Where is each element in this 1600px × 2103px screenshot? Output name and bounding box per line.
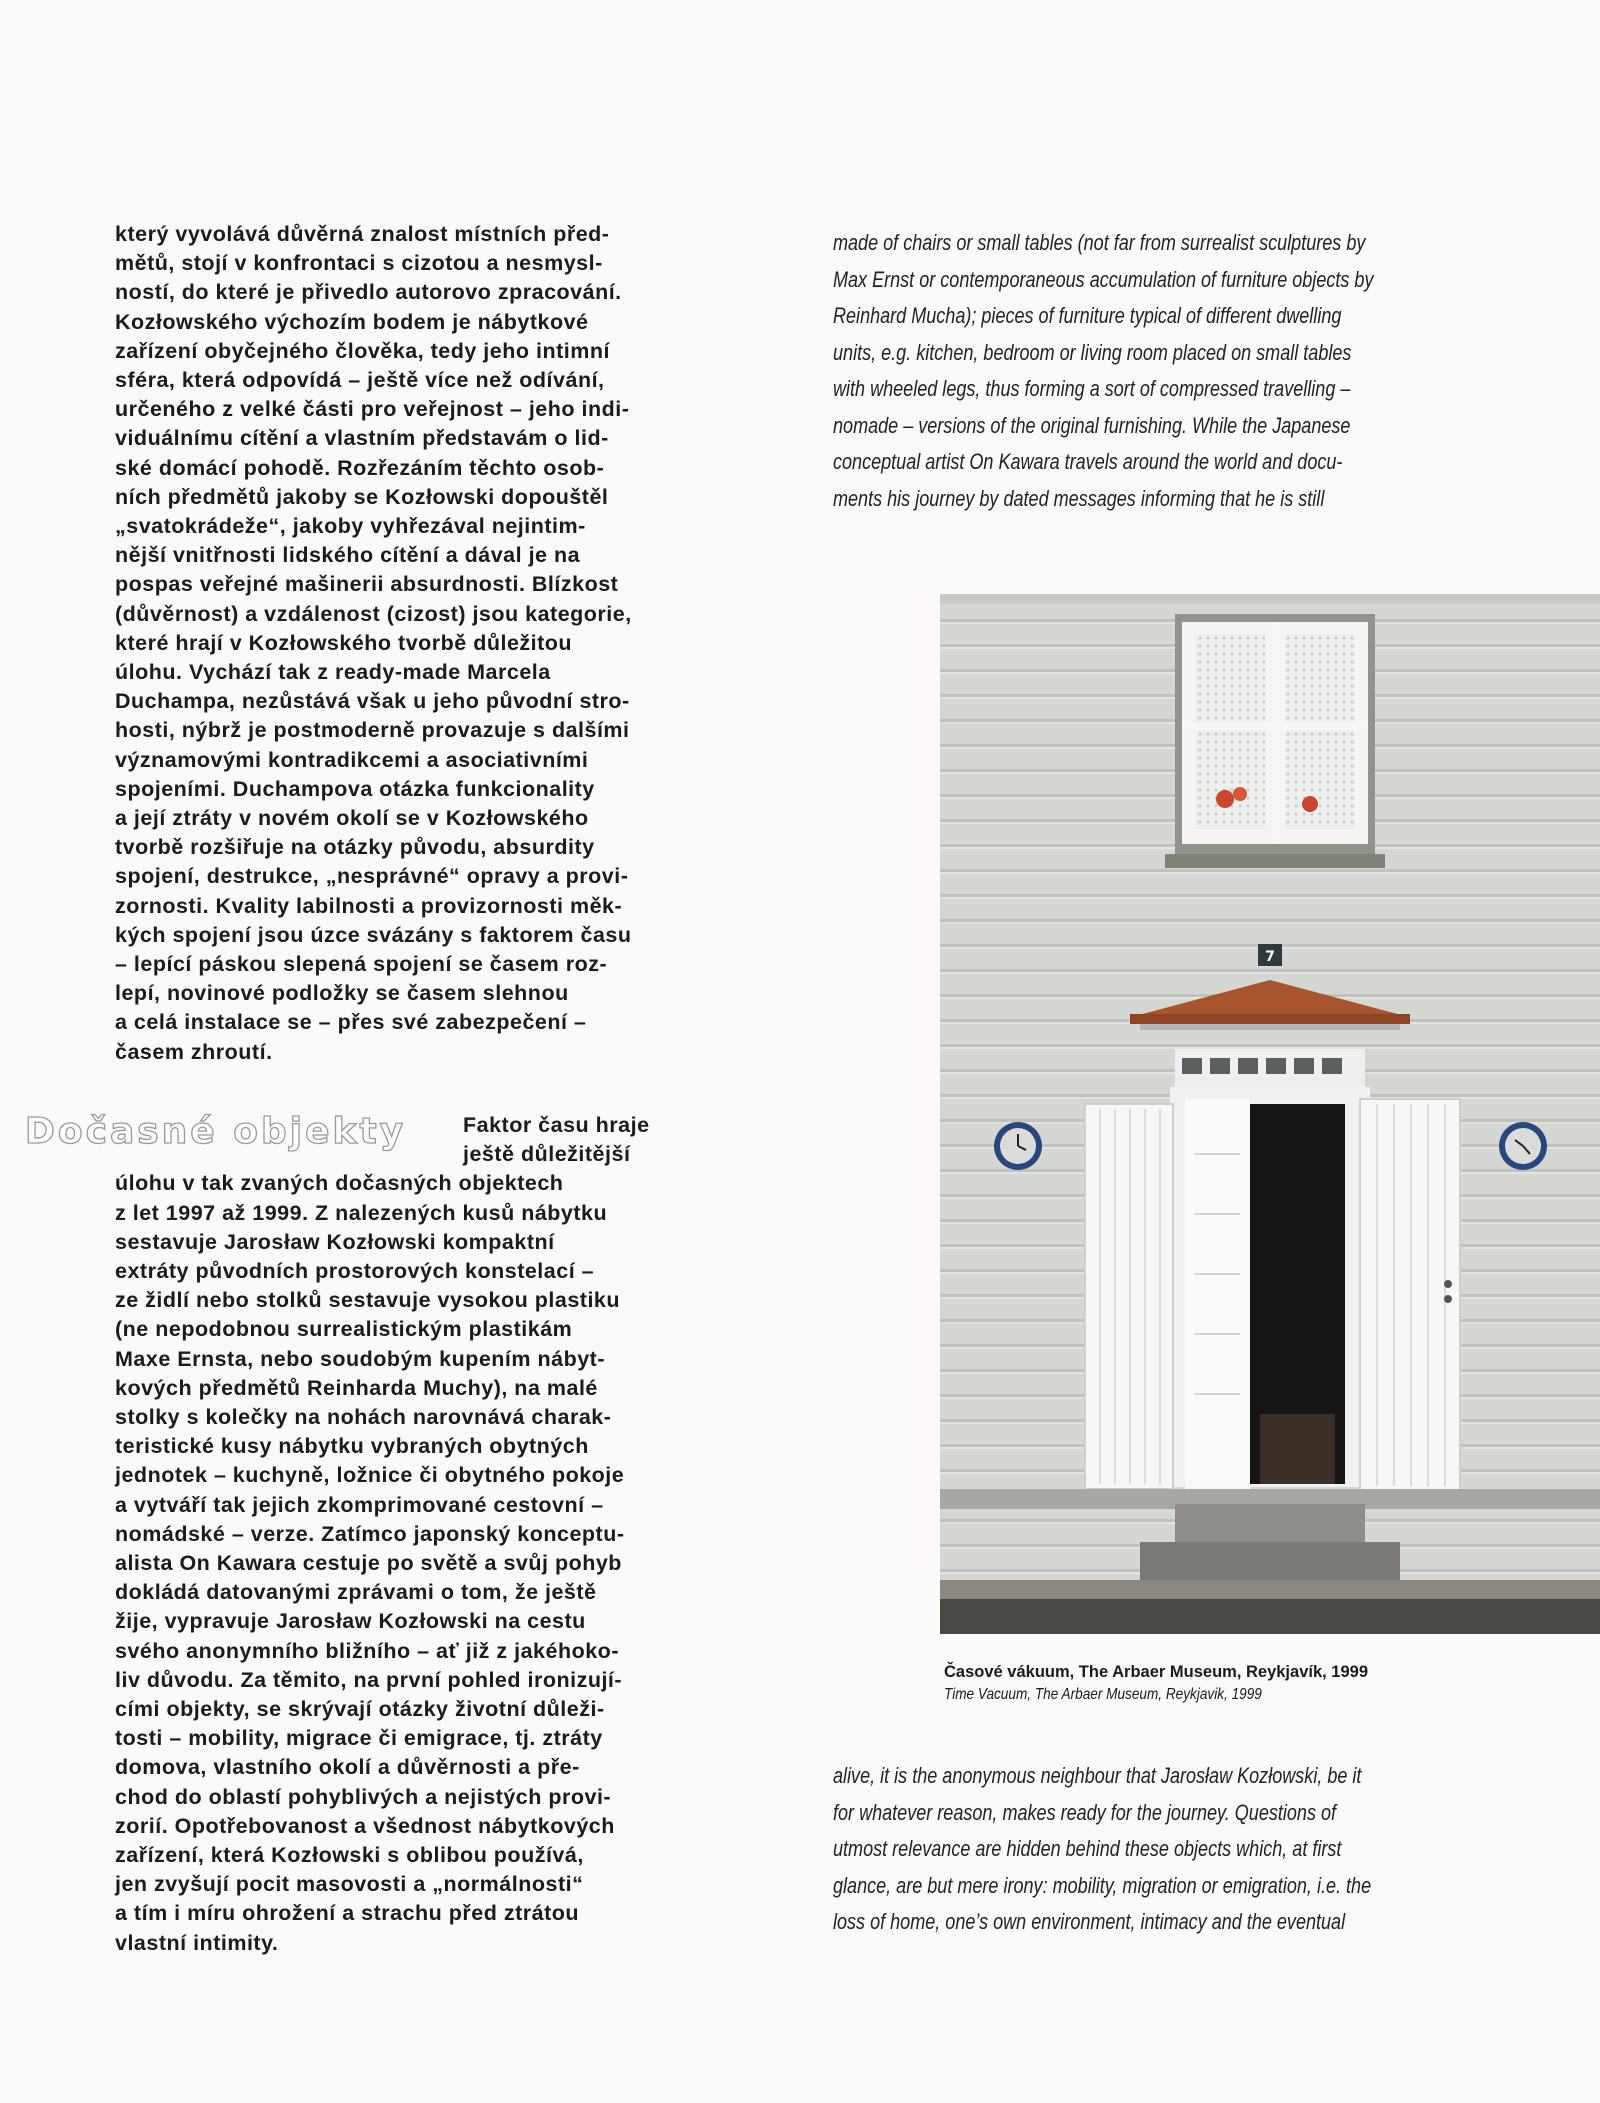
text-line: a vytváří tak jejich zkomprimované cestovní –: [115, 1492, 604, 1517]
text-line: alive, it is the anonymous neighbour that Jarosław Kozłowski, be it: [833, 1763, 1362, 1788]
text-line: tosti – mobility, migrace či emigrace, tj. ztráty: [115, 1726, 603, 1751]
text-line: svého anonymního bližního – ať již z jakéhoko-: [115, 1638, 619, 1663]
text-line: kých spojení jsou úzce svázány s faktorem času: [115, 922, 632, 947]
text-line: sféra, která odpovídá – ještě více než odívání,: [115, 368, 605, 393]
text-line: jednotek – kuchyně, ložnice či obytného pokoje: [115, 1463, 625, 1488]
text-line: které hrají v Kozłowského tvorbě důležitou: [115, 630, 573, 655]
section-heading: Dočasné objekty: [25, 1110, 407, 1152]
text-line: nější vnitřnosti lidského cítění a dával je na: [115, 543, 581, 568]
text-line: domova, vlastního okolí a důvěrnosti a pře-: [115, 1755, 580, 1780]
text-line: – lepící páskou slepená spojení se časem roz-: [115, 952, 608, 977]
text-line: ments his journey by dated messages informing that he is still: [833, 485, 1325, 511]
text-line: Reinhard Mucha); pieces of furniture typical of different dwelling: [833, 303, 1342, 328]
text-line: loss of home, one’s own environment, intimacy and the eventual: [833, 1909, 1346, 1934]
window: [1165, 614, 1385, 868]
text-line: hosti, nýbrž je postmoderně provazuje s dalšími: [115, 718, 630, 743]
text-line: a tím i míru ohrožení a strachu před ztrátou: [115, 1901, 580, 1926]
text-line: zařízení, která Kozłowski s oblibou používá,: [115, 1842, 584, 1867]
text-line: (důvěrnost) a vzdálenost (cizost) jsou kategorie,: [115, 601, 632, 626]
text-line: kových předmětů Reinharda Muchy), na malé: [115, 1375, 598, 1400]
text-line: utmost relevance are hidden behind these objects which, at first: [833, 1836, 1342, 1861]
text-line: spojeními. Duchampova otázka funkcionality: [115, 776, 595, 801]
house-photo: [940, 594, 1600, 1634]
text-line: vlastní intimity.: [115, 1930, 279, 1955]
text-line: Faktor času hraje: [463, 1112, 650, 1137]
text-line: ještě důležitější: [463, 1142, 631, 1167]
left-wall-clock: [994, 1122, 1042, 1170]
text-line: sestavuje Jarosław Kozłowski kompaktní: [115, 1229, 555, 1254]
text-line: a její ztráty v novém okolí se v Kozłowského: [115, 806, 589, 831]
text-line: žije, vypravuje Jarosław Kozłowski na cestu: [115, 1609, 586, 1634]
text-line: extráty původních prostorových konstelací –: [115, 1258, 595, 1283]
text-line: stolky s kolečky na nohách narovnává charak-: [115, 1404, 612, 1429]
text-line: lepí, novinové podložky se časem slehnou: [115, 981, 569, 1006]
text-line: úlohu v tak zvaných dočasných objektech: [115, 1171, 564, 1196]
text-line: z let 1997 až 1999. Z nalezených kusů nábytku: [115, 1200, 608, 1225]
text-line: tvorbě rozšiřuje na otázky původu, absurdity: [115, 835, 595, 860]
text-line: pospas veřejné mašinerii absurdnosti. Blízkost: [115, 572, 619, 597]
left-shutter: [1085, 1104, 1173, 1489]
text-line: „svatokrádeže“, jakoby vyhřezával nejintim-: [115, 514, 586, 539]
text-line: nomade – versions of the original furnishing. While the Japanese: [833, 412, 1351, 438]
text-line: Kozłowského výchozím bodem je nábytkové: [115, 309, 589, 334]
text-line: který vyvolává důvěrná znalost místních před-: [115, 222, 610, 246]
text-line: viduálnímu cítění a vlastním představám o lid-: [115, 426, 609, 451]
text-line: chod do oblastí pohyblivých a nejistých provi-: [115, 1784, 612, 1809]
text-line: glance, are but mere irony: mobility, migration or emigration, i.e. the: [833, 1872, 1372, 1898]
right-shutter: [1360, 1099, 1460, 1491]
text-line: zorií. Opotřebovanost a všednost nábytkových: [115, 1813, 615, 1838]
text-line: významovými kontradikcemi a asociativními: [115, 747, 589, 772]
czech-paragraph-1: [115, 220, 725, 1067]
text-line: ních předmětů jakoby se Kozłowski dopouštěl: [115, 484, 609, 509]
english-text-bottom: [833, 1758, 1372, 1941]
text-line: teristické kusy nábytku vybraných obytných: [115, 1434, 589, 1459]
text-line: ností, do které je přivedlo autorovo zpracování.: [115, 280, 622, 305]
text-line: mětů, stojí v konfrontaci s cizotou a nesmysl-: [115, 251, 603, 276]
text-line: Maxe Ernsta, nebo soudobým kupením nábyt-: [115, 1346, 605, 1371]
czech-paragraph-2: [115, 1169, 725, 1957]
text-line: určeného z velké části pro veřejnost – jeho indi-: [115, 397, 630, 422]
czech-text-column: [25, 220, 725, 1958]
text-line: časem zhroutí.: [115, 1039, 273, 1064]
text-line: spojení, destrukce, „nesprávné“ opravy a provi-: [115, 864, 629, 889]
text-line: zařízení obyčejného člověka, tedy jeho intimní: [115, 338, 610, 363]
text-line: úlohu. Vychází tak z ready-made Marcela: [115, 660, 551, 685]
transom-window: [1175, 1049, 1365, 1087]
text-line: dokládá datovanými zprávami o tom, že ještě: [115, 1580, 597, 1605]
text-line: liv důvodu. Za těmito, na první pohled ironizují-: [115, 1667, 623, 1692]
caption-english: Time Vacuum, The Arbaer Museum, Reykjavik, 1999: [944, 1686, 1262, 1703]
caption-czech: Časové vákuum, The Arbaer Museum, Reykjavík, 1999: [944, 1663, 1369, 1681]
text-line: jen zvyšují pocit masovosti a „normálnosti“: [115, 1872, 584, 1897]
text-line: (ne nepodobnou surrealistickým plastikám: [115, 1317, 573, 1342]
english-text-top: [833, 225, 1374, 517]
text-line: nomádské – verze. Zatímco japonský konceptu-: [115, 1521, 625, 1546]
text-line: with wheeled legs, thus forming a sort of compressed travelling –: [833, 376, 1351, 401]
house-number: 7: [1265, 949, 1275, 965]
text-line: Max Ernst or contemporaneous accumulation of furniture objects by: [833, 266, 1374, 292]
photo-caption: [944, 1660, 1504, 1706]
text-line: zornosti. Kvality labilnosti a provizornosti měk-: [115, 893, 623, 918]
house-number-plate: [1258, 944, 1282, 966]
right-wall-clock: [1499, 1122, 1547, 1170]
text-line: a celá instalace se – přes své zabezpečení –: [115, 1010, 587, 1035]
text-line: units, e.g. kitchen, bedroom or living room placed on small tables: [833, 339, 1352, 365]
text-line: ské domácí pohodě. Rozřezáním těchto osob-: [115, 455, 605, 480]
text-line: conceptual artist On Kawara travels around the world and docu-: [833, 449, 1343, 474]
text-line: made of chairs or small tables (not far from surrealist sculptures by: [833, 230, 1366, 255]
section-heading-block: [25, 1110, 725, 1169]
text-line: cími objekty, se skrývají otázky životní důleži-: [115, 1696, 605, 1721]
text-line: alista On Kawara cestuje po světě a svůj pohyb: [115, 1550, 622, 1575]
text-line: ze židlí nebo stolků sestavuje vysokou plastiku: [115, 1288, 621, 1313]
text-line: Duchampa, nezůstává však u jeho původní stro-: [115, 689, 630, 714]
doorstep: [1140, 1504, 1400, 1580]
doorway: [1170, 1087, 1370, 1489]
text-line: for whatever reason, makes ready for the journey. Questions of: [833, 1799, 1337, 1825]
